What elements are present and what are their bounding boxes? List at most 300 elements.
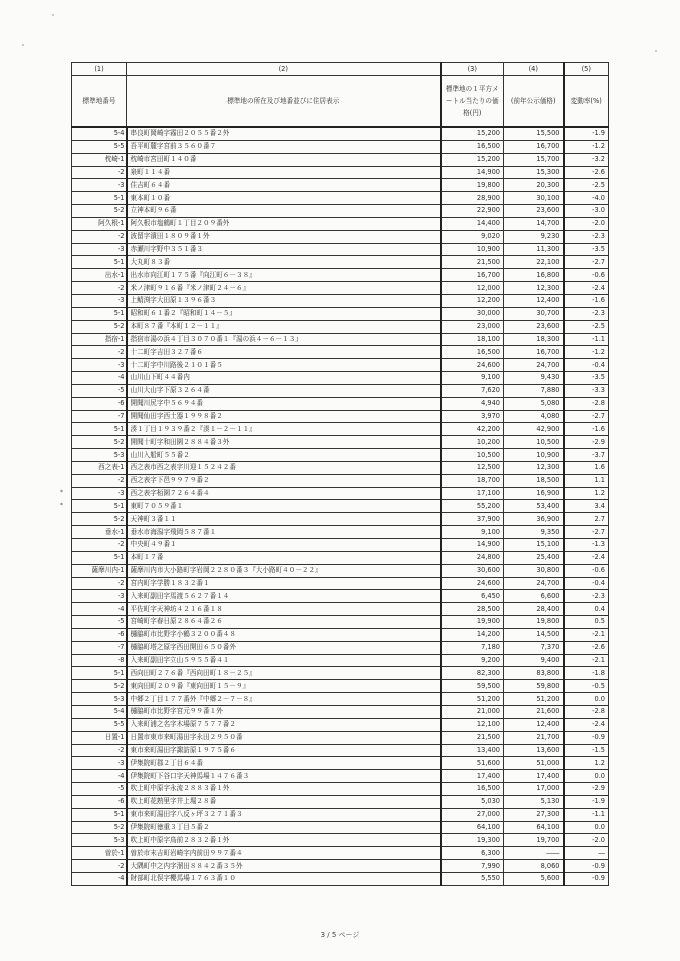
cell-address: 西之表字下邑９９７９番２	[127, 474, 441, 487]
cell-address: 吹上町中原字鳥前２８３２番１外	[127, 834, 441, 847]
cell-price: 21,000	[441, 705, 504, 718]
table-row	[72, 744, 609, 757]
cell-price: 14,900	[441, 539, 504, 552]
cell-price: 30,600	[441, 564, 504, 577]
cell-prev-price: 7,880	[504, 384, 564, 397]
cell-prev-price: 53,400	[504, 500, 564, 513]
cell-address: 伊集院町徳重３丁目５番２	[127, 821, 441, 834]
table-row	[72, 243, 609, 256]
cell-change-rate: 0.0	[564, 693, 609, 706]
cell-address: 入来町副田字立山５９５５番４１	[127, 654, 441, 667]
cell-prev-price: 10,900	[504, 449, 564, 462]
table-row	[72, 654, 609, 667]
table-row	[72, 616, 609, 629]
cell-change-rate: -2.7	[564, 526, 609, 539]
cell-change-rate: -1.9	[564, 795, 609, 808]
col-number-4: (4)	[504, 63, 564, 76]
cell-prev-price: 15,700	[504, 153, 564, 166]
cell-address: 薩摩川内市大小路町字岩岡２２８０番３『大小路町４０－２２』	[127, 564, 441, 577]
cell-change-rate: -3.5	[564, 243, 609, 256]
cell-price: 24,600	[441, 359, 504, 372]
cell-prev-price: 64,100	[504, 821, 564, 834]
table-row	[72, 294, 609, 307]
cell-site-number: 5-4	[72, 705, 127, 718]
cell-change-rate: -1.2	[564, 346, 609, 359]
cell-site-number: -6	[72, 628, 127, 641]
cell-site-number: 5-1	[72, 307, 127, 320]
cell-address: 西之表字栢園７２６４番４	[127, 487, 441, 500]
cell-price: 9,200	[441, 654, 504, 667]
cell-change-rate: 0.0	[564, 821, 609, 834]
cell-price: 12,100	[441, 718, 504, 731]
row-mark: *	[60, 501, 63, 509]
cell-change-rate: 3.4	[564, 500, 609, 513]
cell-price: 10,500	[441, 449, 504, 462]
cell-site-number: 指宿-1	[72, 333, 127, 346]
cell-change-rate: -2.7	[564, 256, 609, 269]
cell-address: 伊集院町下谷口字天神馬場１４７６番３	[127, 770, 441, 783]
scan-speck	[22, 44, 24, 46]
cell-price: 7,990	[441, 860, 504, 873]
cell-change-rate: 1.2	[564, 487, 609, 500]
cell-site-number: -2	[72, 166, 127, 179]
cell-site-number: -4	[72, 770, 127, 783]
cell-address: 西向田町２７６番『西向田町１８－２５』	[127, 667, 441, 680]
cell-site-number: 5-2	[72, 436, 127, 449]
cell-site-number: -6	[72, 795, 127, 808]
table-row	[72, 256, 609, 269]
cell-address: 立神本町９６番	[127, 205, 441, 218]
table-row	[72, 603, 609, 616]
cell-prev-price: 16,800	[504, 269, 564, 282]
cell-price: 55,200	[441, 500, 504, 513]
cell-prev-price: 14,500	[504, 628, 564, 641]
cell-change-rate: -2.5	[564, 179, 609, 192]
cell-prev-price: 16,700	[504, 140, 564, 153]
cell-price: 6,450	[441, 590, 504, 603]
cell-prev-price: ――	[504, 847, 564, 860]
cell-change-rate: -2.6	[564, 641, 609, 654]
cell-price: 16,500	[441, 783, 504, 796]
table-row	[72, 346, 609, 359]
cell-price: 59,500	[441, 680, 504, 693]
cell-price: 14,900	[441, 166, 504, 179]
cell-prev-price: 21,700	[504, 731, 564, 744]
cell-address: 赤瀬川字野中３５１番３	[127, 243, 441, 256]
cell-price: 30,000	[441, 307, 504, 320]
cell-site-number: -3	[72, 487, 127, 500]
cell-site-number: 5-1	[72, 423, 127, 436]
cell-change-rate: -2.0	[564, 834, 609, 847]
cell-address: 吾平町麓字宮前３５６０番７	[127, 140, 441, 153]
row-mark: *	[60, 489, 63, 497]
cell-site-number: -2	[72, 346, 127, 359]
cell-site-number: 5-2	[72, 680, 127, 693]
cell-change-rate: -0.9	[564, 731, 609, 744]
table-row	[72, 384, 609, 397]
table-row	[72, 397, 609, 410]
cell-change-rate: 0.5	[564, 616, 609, 629]
cell-site-number: 5-2	[72, 205, 127, 218]
cell-change-rate: -1.6	[564, 423, 609, 436]
cell-prev-price: 18,500	[504, 474, 564, 487]
table-row	[72, 205, 609, 218]
cell-address: 日置市東市来町湯田字永田２９５０番	[127, 731, 441, 744]
cell-site-number: -2	[72, 744, 127, 757]
table-row	[72, 526, 609, 539]
table-row	[72, 564, 609, 577]
col-number-2: (2)	[127, 63, 441, 76]
cell-site-number: -2	[72, 539, 127, 552]
cell-site-number: -4	[72, 872, 127, 885]
cell-address: 中郷２丁目１７７番外『中郷２－７－８』	[127, 693, 441, 706]
cell-prev-price: 22,100	[504, 256, 564, 269]
cell-change-rate: -2.1	[564, 654, 609, 667]
cell-address: 本町８７番『本町１２－１１』	[127, 320, 441, 333]
cell-site-number: -5	[72, 384, 127, 397]
scan-speck	[655, 50, 657, 52]
cell-site-number: -3	[72, 294, 127, 307]
cell-price: 64,100	[441, 821, 504, 834]
cell-prev-price: 13,600	[504, 744, 564, 757]
cell-address: 大隅町中之内字溜田８８４２番３５外	[127, 860, 441, 873]
cell-price: 37,900	[441, 513, 504, 526]
cell-price: 18,100	[441, 333, 504, 346]
cell-prev-price: 16,700	[504, 346, 564, 359]
cell-change-rate: 0.0	[564, 770, 609, 783]
cell-price: 19,300	[441, 834, 504, 847]
col-label-site-number: 標準地番号	[72, 76, 127, 128]
table-row	[72, 693, 609, 706]
cell-address: 樋脇町塔之原字西田開田６５０番外	[127, 641, 441, 654]
table-row	[72, 166, 609, 179]
table-row	[72, 500, 609, 513]
cell-site-number: 5-3	[72, 693, 127, 706]
cell-address: 東市来町湯田字八反ヶ坪３２７１番３	[127, 808, 441, 821]
cell-prev-price: 19,800	[504, 616, 564, 629]
cell-prev-price: 30,100	[504, 192, 564, 205]
cell-prev-price: 5,600	[504, 872, 564, 885]
cell-site-number: 5-3	[72, 834, 127, 847]
cell-prev-price: 9,400	[504, 654, 564, 667]
cell-prev-price: 25,400	[504, 551, 564, 564]
cell-address: 東本町１０番	[127, 192, 441, 205]
cell-address: 串良町岡崎字霧田２０５５番２外	[127, 127, 441, 140]
cell-site-number: -2	[72, 282, 127, 295]
table-row	[72, 333, 609, 346]
cell-site-number: 5-1	[72, 551, 127, 564]
cell-site-number: 5-5	[72, 718, 127, 731]
cell-change-rate: -1.5	[564, 744, 609, 757]
cell-site-number: -5	[72, 783, 127, 796]
cell-site-number: 西之表-1	[72, 461, 127, 474]
cell-prev-price: 59,800	[504, 680, 564, 693]
table-row	[72, 474, 609, 487]
cell-site-number: 5-3	[72, 449, 127, 462]
cell-change-rate: -1.9	[564, 127, 609, 140]
cell-site-number: -7	[72, 410, 127, 423]
cell-site-number: -3	[72, 359, 127, 372]
cell-prev-price: 42,900	[504, 423, 564, 436]
table-row	[72, 821, 609, 834]
cell-prev-price: 30,700	[504, 307, 564, 320]
cell-price: 27,000	[441, 808, 504, 821]
cell-site-number: 出水-1	[72, 269, 127, 282]
table-row	[72, 372, 609, 385]
cell-change-rate: -2.7	[564, 410, 609, 423]
cell-price: 4,940	[441, 397, 504, 410]
cell-address: 阿久根市塩鶴町１丁目２０９番外	[127, 217, 441, 230]
col-label-price: 標準地の１平方メートル当たりの価格(円)	[441, 76, 504, 128]
cell-address: 出水市向江町１７５番『向江町６－３８』	[127, 269, 441, 282]
cell-change-rate: -0.6	[564, 564, 609, 577]
table-row	[72, 539, 609, 552]
cell-site-number: -8	[72, 654, 127, 667]
table-row	[72, 449, 609, 462]
cell-change-rate: 2.7	[564, 513, 609, 526]
cell-prev-price: 30,800	[504, 564, 564, 577]
cell-address: 東町７０５９番１	[127, 500, 441, 513]
cell-prev-price: 28,400	[504, 603, 564, 616]
cell-price: 3,970	[441, 410, 504, 423]
cell-price: 18,700	[441, 474, 504, 487]
scan-speck	[52, 14, 54, 16]
cell-change-rate: 0.4	[564, 603, 609, 616]
cell-site-number: -3	[72, 757, 127, 770]
cell-price: 19,900	[441, 616, 504, 629]
table-row	[72, 667, 609, 680]
table-row	[72, 513, 609, 526]
column-number-row	[72, 63, 609, 76]
col-label-address: 標準地の所在及び地番並びに住居表示	[127, 76, 441, 128]
cell-price: 17,400	[441, 770, 504, 783]
cell-prev-price: 17,000	[504, 783, 564, 796]
table-row	[72, 577, 609, 590]
cell-change-rate: -0.4	[564, 577, 609, 590]
cell-change-rate: -1.3	[564, 539, 609, 552]
cell-price: 17,100	[441, 487, 504, 500]
cell-address: 湊１丁目１９３９番２『湊１－２－１１』	[127, 423, 441, 436]
cell-price: 42,200	[441, 423, 504, 436]
page-number: 3 / 5 ページ	[320, 931, 360, 939]
cell-price: 23,000	[441, 320, 504, 333]
cell-site-number: -2	[72, 230, 127, 243]
cell-change-rate: -3.5	[564, 372, 609, 385]
cell-address: 入来町副田字馬渡５６２７番１４	[127, 590, 441, 603]
cell-address: 山川山下町４４番内	[127, 372, 441, 385]
cell-address: 上鯖渕字大田原１３９６番３	[127, 294, 441, 307]
cell-site-number: -4	[72, 372, 127, 385]
cell-address: 宮内町字学勝１８３２番１	[127, 577, 441, 590]
cell-change-rate: -2.0	[564, 217, 609, 230]
cell-site-number: 薩摩川内-1	[72, 564, 127, 577]
table-row	[72, 230, 609, 243]
cell-change-rate: ―	[564, 847, 609, 860]
cell-change-rate: -2.8	[564, 705, 609, 718]
table-row	[72, 410, 609, 423]
cell-address: 住吉町６４番	[127, 179, 441, 192]
cell-price: 10,200	[441, 436, 504, 449]
table-row	[72, 436, 609, 449]
cell-site-number: 5-1	[72, 256, 127, 269]
col-label-prev-price: (前年公示価格)	[504, 76, 564, 128]
cell-change-rate: 1.6	[564, 461, 609, 474]
cell-address: 山川入船町５５番２	[127, 449, 441, 462]
cell-address: 山川大山字下原３２６４番	[127, 384, 441, 397]
cell-change-rate: -1.8	[564, 667, 609, 680]
cell-address: 西之表市西之表字川迎１５２４２番	[127, 461, 441, 474]
cell-site-number: 日置-1	[72, 731, 127, 744]
cell-price: 9,100	[441, 526, 504, 539]
table-row	[72, 461, 609, 474]
cell-address: 本町１７番	[127, 551, 441, 564]
cell-prev-price: 12,400	[504, 294, 564, 307]
cell-site-number: -4	[72, 603, 127, 616]
cell-change-rate: -2.6	[564, 166, 609, 179]
table-row	[72, 179, 609, 192]
cell-price: 7,180	[441, 641, 504, 654]
table-row	[72, 269, 609, 282]
cell-price: 5,030	[441, 795, 504, 808]
table-row	[72, 680, 609, 693]
table-row	[72, 487, 609, 500]
cell-price: 21,500	[441, 256, 504, 269]
cell-address: 伊集院町郡２丁目６４番	[127, 757, 441, 770]
cell-change-rate: -3.0	[564, 205, 609, 218]
cell-price: 16,500	[441, 140, 504, 153]
cell-site-number: 5-5	[72, 140, 127, 153]
cell-change-rate: -1.6	[564, 294, 609, 307]
cell-prev-price: 12,300	[504, 282, 564, 295]
cell-prev-price: 15,100	[504, 539, 564, 552]
table-row	[72, 770, 609, 783]
table-row	[72, 718, 609, 731]
cell-change-rate: -0.5	[564, 680, 609, 693]
cell-price: 10,900	[441, 243, 504, 256]
cell-price: 6,300	[441, 847, 504, 860]
cell-change-rate: -2.9	[564, 783, 609, 796]
cell-price: 22,900	[441, 205, 504, 218]
cell-prev-price: 20,300	[504, 179, 564, 192]
cell-price: 82,300	[441, 667, 504, 680]
cell-address: 天神町３番１１	[127, 513, 441, 526]
cell-change-rate: -4.0	[564, 192, 609, 205]
table-row	[72, 551, 609, 564]
table-row	[72, 140, 609, 153]
cell-prev-price: 51,200	[504, 693, 564, 706]
cell-prev-price: 23,600	[504, 205, 564, 218]
cell-price: 24,600	[441, 577, 504, 590]
table-row	[72, 307, 609, 320]
cell-address: 指宿市湯の浜４丁目３０７０番１『湯の浜４－６－１３』	[127, 333, 441, 346]
table-row	[72, 731, 609, 744]
cell-site-number: 5-2	[72, 320, 127, 333]
table-row	[72, 860, 609, 873]
cell-change-rate: -3.7	[564, 449, 609, 462]
cell-site-number: -2	[72, 577, 127, 590]
cell-prev-price: 8,060	[504, 860, 564, 873]
cell-change-rate: -2.5	[564, 320, 609, 333]
cell-prev-price: 24,700	[504, 577, 564, 590]
cell-prev-price: 6,600	[504, 590, 564, 603]
cell-prev-price: 5,080	[504, 397, 564, 410]
col-number-3: (3)	[441, 63, 504, 76]
cell-change-rate: 1.1	[564, 474, 609, 487]
cell-site-number: -3	[72, 179, 127, 192]
table-row	[72, 217, 609, 230]
table-row	[72, 757, 609, 770]
table-row	[72, 192, 609, 205]
cell-prev-price: 23,600	[504, 320, 564, 333]
cell-price: 51,200	[441, 693, 504, 706]
cell-address: 東向田町２０９番『東向田町１５－９』	[127, 680, 441, 693]
cell-address: 波留字濱田１８０９番１外	[127, 230, 441, 243]
cell-change-rate: -2.1	[564, 628, 609, 641]
cell-address: 十二町字吉田３２７番６	[127, 346, 441, 359]
cell-change-rate: -2.3	[564, 230, 609, 243]
cell-price: 5,550	[441, 872, 504, 885]
cell-prev-price: 12,300	[504, 461, 564, 474]
table-row	[72, 127, 609, 140]
cell-change-rate: -2.9	[564, 436, 609, 449]
cell-prev-price: 17,400	[504, 770, 564, 783]
cell-address: 開聞仙田字西土器１９９８番２	[127, 410, 441, 423]
cell-change-rate: -2.3	[564, 590, 609, 603]
cell-site-number: -7	[72, 641, 127, 654]
cell-change-rate: -3.3	[564, 384, 609, 397]
cell-site-number: 5-2	[72, 821, 127, 834]
cell-price: 24,800	[441, 551, 504, 564]
cell-price: 7,620	[441, 384, 504, 397]
cell-change-rate: -0.4	[564, 359, 609, 372]
cell-price: 21,500	[441, 731, 504, 744]
cell-address: 平佐町字天神坊４２１６番１８	[127, 603, 441, 616]
cell-site-number: 5-4	[72, 127, 127, 140]
table-row	[72, 320, 609, 333]
cell-prev-price: 10,500	[504, 436, 564, 449]
cell-prev-price: 11,300	[504, 243, 564, 256]
cell-prev-price: 21,600	[504, 705, 564, 718]
cell-address: 枕崎市宮田町１４０番	[127, 153, 441, 166]
cell-change-rate: -0.6	[564, 269, 609, 282]
table-row	[72, 423, 609, 436]
cell-address: 吹上町中原字永流２８８３番１外	[127, 783, 441, 796]
cell-address: 曽於市末吉町岩崎字内前田９９７番４	[127, 847, 441, 860]
cell-prev-price: 4,080	[504, 410, 564, 423]
cell-price: 12,000	[441, 282, 504, 295]
cell-prev-price: 9,430	[504, 372, 564, 385]
cell-change-rate: -1.2	[564, 140, 609, 153]
table-row	[72, 628, 609, 641]
cell-site-number: 垂水-1	[72, 526, 127, 539]
cell-site-number: -3	[72, 590, 127, 603]
table-row	[72, 153, 609, 166]
cell-prev-price: 19,700	[504, 834, 564, 847]
col-number-5: (5)	[564, 63, 609, 76]
table-row	[72, 847, 609, 860]
cell-prev-price: 9,230	[504, 230, 564, 243]
cell-site-number: -6	[72, 397, 127, 410]
cell-site-number: 枕崎-1	[72, 153, 127, 166]
cell-change-rate: -2.4	[564, 718, 609, 731]
cell-price: 13,400	[441, 744, 504, 757]
cell-price: 15,200	[441, 127, 504, 140]
cell-prev-price: 18,300	[504, 333, 564, 346]
cell-price: 14,400	[441, 217, 504, 230]
cell-address: 中央町４９番１	[127, 539, 441, 552]
cell-price: 9,100	[441, 372, 504, 385]
table-row	[72, 783, 609, 796]
